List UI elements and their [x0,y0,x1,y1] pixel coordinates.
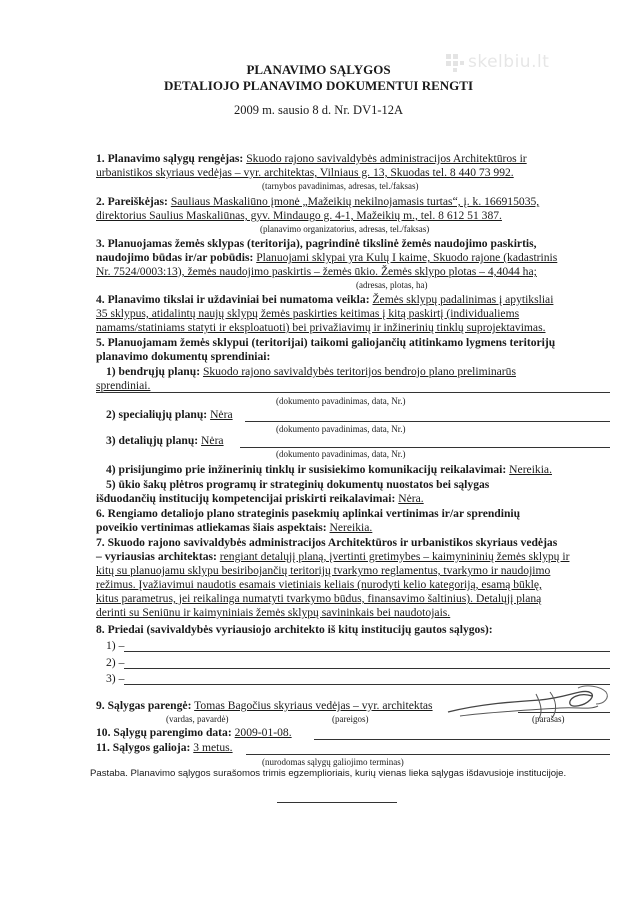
section-2 [96,195,539,209]
section-8-item-1-dash: – [118,639,125,652]
section-5-item-4 [106,463,552,477]
section-5-item-2-value: Nėra [210,408,233,421]
section-9 [96,699,433,713]
section-5-item-5 [96,492,424,506]
section-5-label-2: planavimo dokumentų sprendiniai: [96,350,271,363]
section-3-value-1: Planuojami sklypai yra Kulų I kaime, Skuodo rajone (kadastrinis [256,251,558,264]
section-8-item-2-rule [124,668,610,669]
section-1 [96,152,527,166]
section-11 [96,741,233,755]
section-1-value-2: urbanistikos skyriaus vedėjas – vyr. architektas, Vilniaus g. 13, Skuodas tel. 8 440 73 992. [96,166,514,179]
section-8-item-1-rule [124,651,610,652]
section-7-value-3: režimus. Įvažiavimui naudotis esamais vietiniais keliais (nurodyti kelio kategoriją, esamą būklę, [96,578,542,591]
section-5-item-3-caption: (dokumento pavadinimas, data, Nr.) [276,449,406,459]
section-8-label: 8. Priedai (savivaldybės vyriausiojo architekto iš kitų institucijų gautos sąlygos): [96,623,493,636]
section-9-label: 9. Sąlygas parengė: [96,699,192,712]
section-3-caption: (adresas, plotas, ha) [356,280,428,290]
section-7 [96,550,569,564]
section-6-value: Nereikia. [329,521,373,534]
watermark-text: skelbiu.lt [468,52,550,72]
footnote: Pastaba. Planavimo sąlygos surašomos trimis egzemplioriais, kurių vienas lieka sąlygas išdavusioje institucijoje. [90,768,567,779]
section-5-item-1 [106,365,516,379]
section-8-item-3-number: 3) [106,672,116,685]
section-11-label: 11. Sąlygos galioja: [96,741,191,754]
section-8-item-2 [106,656,124,670]
section-5-item-2-rule [245,421,610,422]
section-5-item-4-value: Nereikia. [509,463,552,476]
section-5-item-1-value-2: sprendiniai. [96,379,151,392]
section-5-item-2-caption: (dokumento pavadinimas, data, Nr.) [276,424,406,434]
document-date-number: 2009 m. sausio 8 d. Nr. DV1-12A [233,103,404,117]
bottom-rule [277,802,397,803]
section-4-value-2: 35 sklypus, atidalintų naujų sklypų žemės paskirties keitimas į kitą paskirtį (individualiems [96,307,520,320]
section-5-item-1-label: 1) bendrųjų planų: [106,365,201,378]
section-5-item-3 [106,434,224,448]
section-7-value-5: derinti su Seniūnu ir kaimyniniais žemės sklypų savininkais bei naudotojais. [96,606,451,619]
section-8-item-2-dash: – [118,656,125,669]
section-5-item-4-label: 4) prisijungimo prie inžinerinių tinklų ir susisiekimo komunikacijų reikalavimai: [106,463,507,476]
section-1-caption: (tarnybos pavadinimas, adresas, tel./faksas) [262,181,419,191]
section-4 [96,293,553,307]
section-7-value-1: rengiant detalųjį planą, įvertinti gretimybes – kaimynininių žemės sklypų ir [219,550,570,563]
section-10-label: 10. Sąlygų parengimo data: [96,726,232,739]
handwritten-signature [440,682,620,728]
section-10-rule [314,739,610,740]
section-5-item-2 [106,408,233,422]
section-3-value-2: Nr. 7524/0003:13), žemės naudojimo paskirtis – žemės ūkio. Žemės sklypo plotas – 4,4044 ha; [96,265,537,278]
section-9-caption-name: (vardas, pavardė) [166,714,229,724]
section-9-caption-position: (pareigos) [332,714,369,724]
section-2-value-1: Sauliaus Maskaliūno įmonė „Mažeikių nekilnojamasis turtas“, į. k. 166915035, [170,195,540,208]
section-2-label: 2. Pareiškėjas: [96,195,168,208]
section-7-value-4: kitus parametrus, jei reikalinga numatyti tvarkymo būdus, finansavimo šaltinius). Detalųjį planą [96,592,542,605]
section-10 [96,726,292,740]
section-1-value-1: Skuodo rajono savivaldybės administracijos Architektūros ir [246,152,527,165]
document-title: PLANAVIMO SĄLYGOS [246,62,391,77]
section-11-caption: (nurodomas sąlygų galiojimo terminas) [262,757,404,767]
section-5-item-3-value: Nėra [201,434,224,447]
section-6-label-2: poveikio vertinimas atliekamas šiais aspektais: [96,521,327,534]
section-5-item-1-rule [96,392,610,393]
section-4-label: 4. Planavimo tikslai ir uždaviniai bei numatoma veikla: [96,293,370,306]
section-5-item-5-label-1: 5) ūkio šakų plėtros programų ir strateginių dokumentų nuostatos bei sąlygas [106,478,490,491]
section-5-item-1-caption: (dokumento pavadinimas, data, Nr.) [276,396,406,406]
section-1-label: 1. Planavimo sąlygų rengėjas: [96,152,244,165]
section-10-value: 2009-01-08. [234,726,292,739]
section-11-value: 3 metus. [193,741,233,754]
section-7-label-1: 7. Skuodo rajono savivaldybės administracijos Architektūros ir urbanistikos skyriaus vedėjas [96,536,558,549]
section-11-rule [246,754,610,755]
section-7-value-2: kitų su planuojamu sklypu besiribojančių teritorijų tvarkymo reglamentus, tvarkymo ir naudojimo [96,564,551,577]
section-8-item-1-number: 1) [106,639,116,652]
section-5-item-3-rule [240,447,610,448]
section-8-item-3 [106,672,124,686]
section-2-value-2: direktorius Saulius Maskaliūnas, gyv. Mindaugo g. 4-1, Mažeikių m., tel. 8 612 51 387. [96,209,502,222]
section-3-label-1: 3. Planuojamas žemės sklypas (teritorija), pagrindinė tikslinė žemės naudojimo paskirtis, [96,237,537,250]
section-2-caption: (planavimo organizatorius, adresas, tel./faksas) [260,224,430,234]
section-5-label-1: 5. Planuojamam žemės sklypui (teritorijai) taikomi galiojančių atitinkamo lygmens teritorijų [96,336,556,349]
section-4-value-1: Žemės sklypų padalinimas į apytiksliai [372,293,554,306]
section-8-item-1 [106,639,124,653]
section-3 [96,251,557,265]
section-5-item-5-value: Nėra. [398,492,424,505]
section-8-item-3-dash: – [118,672,125,685]
document-subtitle: DETALIOJO PLANAVIMO DOKUMENTUI RENGTI [163,78,474,93]
section-6-label-1: 6. Rengiamo detaliojo plano strateginis pasekmių aplinkai vertinimas ir/ar sprendinių [96,507,521,520]
section-8-item-2-number: 2) [106,656,116,669]
section-3-label-2: naudojimo būdas ir/ar pobūdis: [96,251,254,264]
section-5-item-3-label: 3) detaliųjų planų: [106,434,199,447]
section-4-value-3: namams/statiniams statyti ir eksploatuoti) bei privažiavimų ir inžinerinių tinklų suprojektavimas. [96,321,546,334]
section-5-item-2-label: 2) specialiųjų planų: [106,408,208,421]
section-5-item-5-label-2: išduodančių institucijų kompetencijai priskirti reikalavimai: [96,492,396,505]
section-9-caption-signature: (parašas) [532,714,565,724]
section-7-label-2: – vyriausias architektas: [96,550,217,563]
section-9-value: Tomas Bagočius skyriaus vedėjas – vyr. architektas [194,699,433,712]
section-5-item-1-value-1: Skuodo rajono savivaldybės teritorijos bendrojo plano preliminarūs [202,365,516,378]
section-6 [96,521,372,535]
